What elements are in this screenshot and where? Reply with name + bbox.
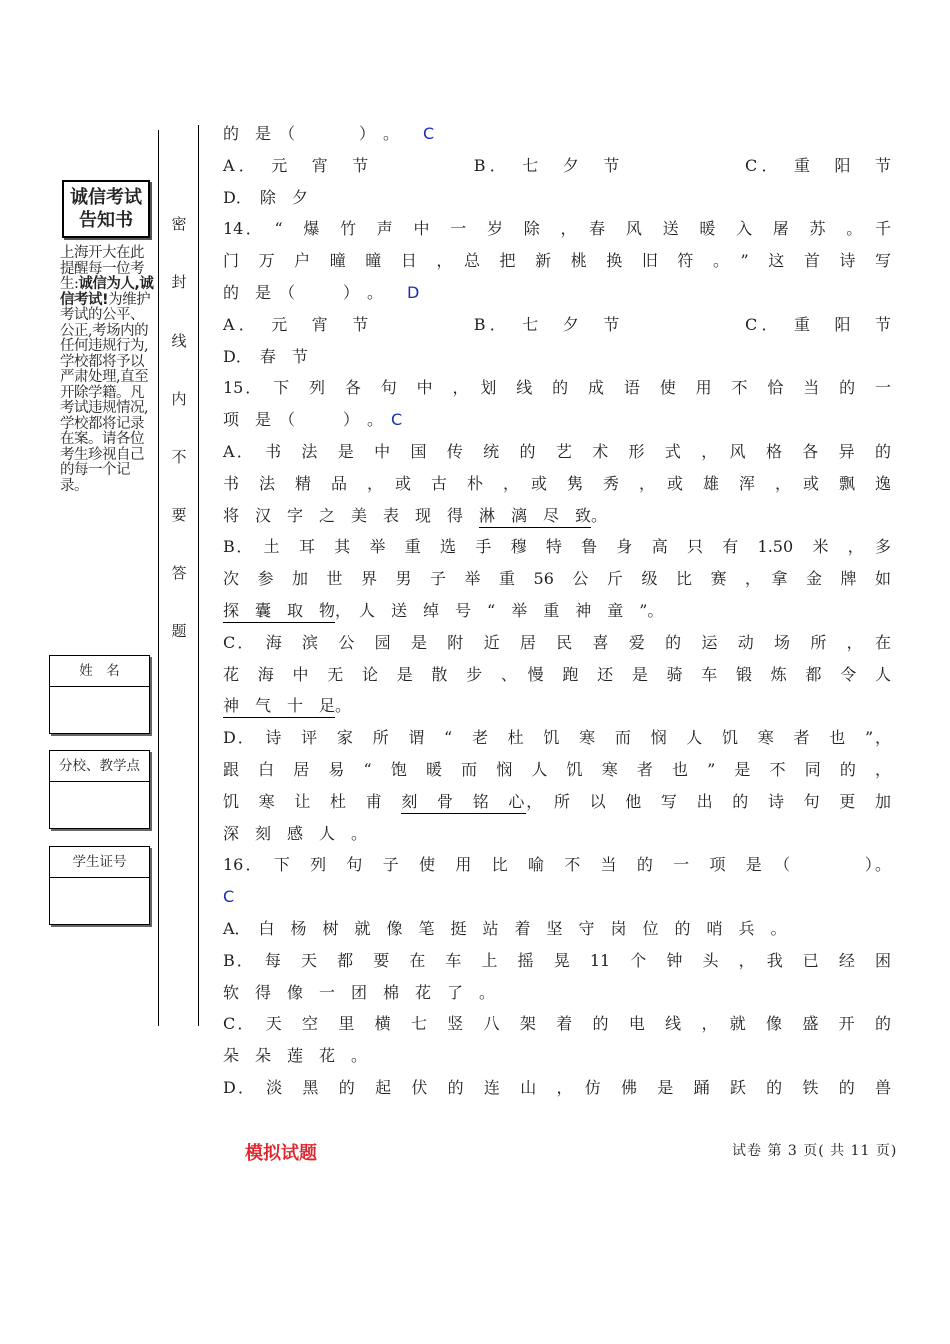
line-text: A． 白 杨 树 就 像 笔 挺 站 着 坚 守 岗 位 的 哨 兵 。 — [223, 919, 787, 938]
line-text: 书 法 精 品 ， 或 古 朴 ， 或 隽 秀 ， 或 雄 浑 ， 或 飘 逸 — [223, 474, 891, 493]
line-text: A． 书 法 是 中 国 传 统 的 艺 术 形 式 ， 风 格 各 异 的 — [223, 442, 891, 461]
line-text: 14． “ 爆 竹 声 中 一 岁 除 ， 春 风 送 暖 入 屠 苏 。 千 — [223, 219, 891, 238]
text-line — [223, 122, 891, 146]
student-id-field[interactable] — [50, 878, 149, 924]
text-line — [223, 981, 891, 1005]
text-line — [223, 758, 891, 782]
text-line — [223, 917, 891, 941]
notice-title-line1: 诚信考试 — [70, 187, 142, 208]
text-line — [223, 472, 891, 496]
text-line — [223, 1044, 891, 1068]
text-line — [223, 790, 891, 814]
line-text: D． 春 节 — [223, 347, 308, 366]
underlined-idiom: 刻 骨 铭 心 — [401, 792, 526, 814]
line-text: C． 天 空 里 横 七 竖 八 架 着 的 电 线 ， 就 像 盛 开 的 — [223, 1014, 891, 1033]
line-text: 跟 白 居 易 “ 饱 暖 而 悯 人 饥 寒 者 也 ” 是 不 同 的 ， — [223, 760, 891, 779]
line-text: 花 海 中 无 论 是 散 步 、 慢 跑 还 是 骑 车 锻 炼 都 令 人 — [223, 665, 891, 684]
line-text: 软 得 像 一 团 棉 花 了 。 — [223, 983, 496, 1002]
line-text: B． 土 耳 其 举 重 选 手 穆 特 鲁 身 高 只 有 1.50 米 ， 多 — [223, 537, 891, 556]
notice-title-line2: 告知书 — [79, 210, 133, 231]
line-text: 16． 下 列 句 子 使 用 比 喻 不 当 的 一 项 是 （ ）。 — [223, 855, 891, 874]
line-text: 的 是 （ ） 。 — [223, 283, 408, 302]
seal-char: 题 — [171, 622, 187, 640]
text-line — [223, 853, 891, 877]
text-line — [223, 217, 891, 241]
underlined-idiom: 淋 漓 尽 致 — [479, 506, 591, 528]
line-text: 项 是 （ ） 。 — [223, 410, 392, 429]
seal-char: 不 — [171, 448, 187, 466]
line-text: D． 诗 评 家 所 谓 “ 老 杜 饥 寒 而 悯 人 饥 寒 者 也 ”， — [223, 728, 891, 747]
line-text-after: ， 人 送 绰 号 “ 举 重 神 童 ”。 — [335, 601, 664, 620]
text-line — [223, 504, 891, 528]
line-text: 的 是 （ ） 。 — [223, 124, 424, 143]
underlined-idiom: 神 气 十 足 — [223, 696, 335, 718]
notice-body — [60, 246, 156, 494]
branch-label: 分校、教学点 — [50, 751, 149, 782]
text-line — [223, 1012, 891, 1036]
text-line — [223, 440, 891, 464]
underlined-idiom: 探 囊 取 物 — [223, 601, 335, 623]
line-text: D． 淡 黑 的 起 伏 的 连 山 ， 仿 佛 是 踊 跃 的 铁 的 兽 — [223, 1078, 891, 1097]
text-line — [223, 885, 891, 909]
seal-char: 答 — [171, 564, 187, 582]
name-box — [49, 655, 150, 734]
line-text: 将 汉 字 之 美 表 现 得 — [223, 506, 480, 525]
line-text: 朵 朵 莲 花 。 — [223, 1046, 368, 1065]
text-line — [223, 694, 891, 718]
text-line — [223, 949, 891, 973]
text-line — [223, 663, 891, 687]
name-label: 姓 名 — [50, 656, 149, 687]
text-line — [223, 408, 891, 432]
left-binding-line — [158, 130, 159, 1026]
seal-char: 封 — [171, 273, 187, 291]
seal-char: 内 — [171, 390, 187, 408]
line-text: B． 每 天 都 要 在 车 上 摇 晃 11 个 钟 头 ， 我 已 经 困 — [223, 951, 891, 970]
student-id-label: 学生证号 — [50, 847, 149, 878]
answer-key: D — [407, 283, 420, 302]
seal-line — [198, 125, 199, 1026]
line-text-after: 。 — [335, 696, 352, 715]
line-text: 15． 下 列 各 句 中 ， 划 线 的 成 语 使 用 不 恰 当 的 一 — [223, 378, 891, 397]
branch-box — [49, 750, 150, 829]
notice-text-2: 为维护考试的公平、公正,考场内的任何违规行为,学校都将予以严肃处理,直至开除学籍。凡考试违规情况,学校都将记录在案。请各位考生珍视自己的每一个记录。 — [60, 291, 151, 494]
text-line — [223, 726, 891, 750]
line-text: D． 除 夕 — [223, 188, 308, 207]
name-field[interactable] — [50, 687, 149, 733]
text-line — [223, 313, 891, 337]
text-line — [223, 376, 891, 400]
line-text: 饥 寒 让 杜 甫 — [223, 792, 402, 811]
answer-key: C — [423, 124, 435, 143]
text-line — [223, 631, 891, 655]
text-line — [223, 249, 891, 273]
seal-char: 线 — [171, 332, 187, 350]
line-text-after: ， 所 以 他 写 出 的 诗 句 更 加 — [526, 792, 891, 811]
answer-key: C — [391, 410, 403, 429]
text-line — [223, 1076, 891, 1100]
text-line — [223, 822, 891, 846]
line-text: C． 海 滨 公 园 是 附 近 居 民 喜 爱 的 运 动 场 所 ， 在 — [223, 633, 891, 652]
text-line — [223, 535, 891, 559]
text-line — [223, 154, 891, 178]
student-id-box — [49, 846, 150, 925]
notice-text-1: 上海开大在此提醒每一位考生: — [60, 245, 144, 292]
text-line — [223, 345, 891, 369]
text-line — [223, 567, 891, 591]
text-line — [223, 281, 891, 305]
answer-key: C — [223, 887, 235, 906]
branch-field[interactable] — [50, 782, 149, 828]
seal-char: 密 — [171, 215, 187, 233]
line-text: A． 元 宵 节 B． 七 夕 节 C． 重 阳 节 — [223, 315, 891, 334]
footer-mock-exam: 模拟试题 — [245, 1143, 317, 1164]
seal-char: 要 — [171, 506, 187, 524]
footer-page-number: 试卷 第 3 页( 共 11 页) — [732, 1143, 898, 1159]
text-line — [223, 186, 891, 210]
notice-bold-text: 诚信为人,诚信考试! — [60, 276, 154, 308]
integrity-notice — [60, 180, 156, 494]
line-text: 次 参 加 世 界 男 子 举 重 56 公 斤 级 比 赛 ， 拿 金 牌 如 — [223, 569, 891, 588]
line-text: A． 元 宵 节 B． 七 夕 节 C． 重 阳 节 — [223, 156, 891, 175]
line-text-after: 。 — [591, 506, 608, 525]
text-line — [223, 599, 891, 623]
line-text: 门 万 户 曈 曈 日 ， 总 把 新 桃 换 旧 符 。 ” 这 首 诗 写 — [223, 251, 891, 270]
notice-title — [62, 180, 150, 238]
line-text: 深 刻 感 人 。 — [223, 824, 368, 843]
